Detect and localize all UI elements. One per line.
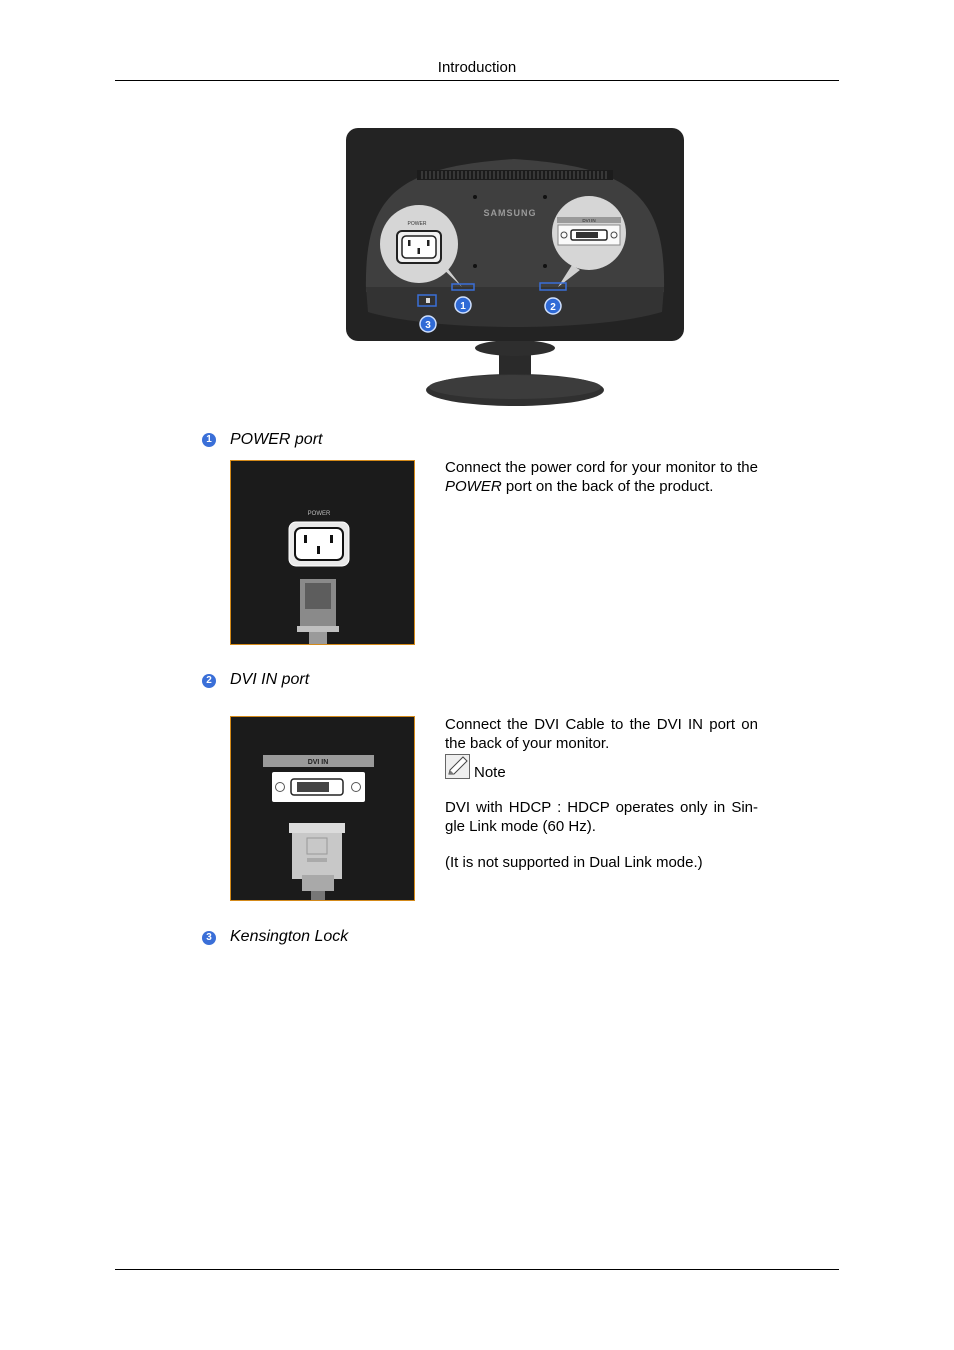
vent-grille — [417, 170, 613, 180]
power-port-description: Connect the power cord for your monitor to the POWER port on the back of the product. — [445, 459, 758, 495]
svg-text:1: 1 — [460, 301, 466, 312]
footer-rule — [115, 1269, 839, 1270]
page-header-title: Introduction — [437, 59, 517, 76]
power-port-photo — [230, 460, 415, 645]
note-pencil-icon — [445, 754, 470, 779]
callout-2 — [545, 298, 561, 314]
svg-text:DVI IN: DVI IN — [307, 759, 329, 766]
callout-1 — [455, 297, 471, 313]
monitor-back-image — [344, 127, 686, 409]
svg-text:POWER: POWER — [307, 511, 331, 517]
brand-logo: SAMSUNG — [483, 208, 537, 218]
item-1-label: POWER port — [230, 431, 323, 448]
dvi-port-illustration — [231, 717, 414, 900]
svg-text:3: 3 — [425, 320, 431, 331]
dvi-port-photo — [230, 716, 415, 901]
item-3-number-badge: 3 — [202, 931, 216, 945]
note-paragraph-dual-link: (It is not supported in Dual Link mode.) — [445, 854, 703, 871]
callout-3 — [420, 316, 436, 332]
item-3-label: Kensington Lock — [230, 928, 349, 945]
item-1-number-badge: 1 — [202, 433, 216, 447]
item-2-label: DVI IN port — [230, 671, 310, 688]
dvi-port-description: Connect the DVI Cable to the DVI IN port on the back of your monitor. — [445, 716, 758, 752]
svg-text:POWER: POWER — [407, 221, 427, 227]
note-paragraph-hdcp: DVI with HDCP : HDCP operates only in Sin-gle Link mode (60 Hz). — [445, 799, 758, 835]
item-2-number-badge: 2 — [202, 674, 216, 688]
power-port-illustration — [231, 461, 414, 644]
header-rule — [115, 80, 839, 81]
note-label: Note — [474, 764, 506, 781]
svg-text:2: 2 — [550, 302, 556, 313]
svg-text:DVI IN: DVI IN — [582, 218, 596, 223]
